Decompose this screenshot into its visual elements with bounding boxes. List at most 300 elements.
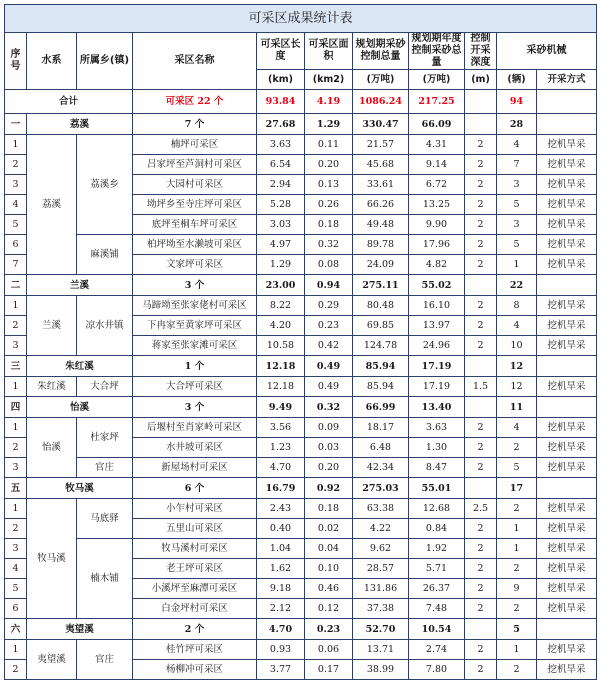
row-water-system: 兰溪 [27, 296, 77, 356]
section-count: 2 个 [133, 619, 257, 640]
total-area: 4.19 [305, 90, 353, 114]
section-machines: 28 [497, 114, 537, 135]
row-area: 0.02 [305, 519, 353, 539]
row-area: 0.29 [305, 296, 353, 316]
row-township: 大合坪 [77, 377, 133, 397]
row-annual: 24.96 [409, 336, 465, 356]
section-area: 0.92 [305, 478, 353, 499]
row-seq: 1 [5, 135, 27, 155]
row-depth: 2 [465, 255, 497, 275]
row-water-system: 牧马溪 [27, 499, 77, 619]
row-method: 挖机旱采 [537, 539, 597, 559]
row-area-name: 楠坪可采区 [133, 135, 257, 155]
section-name: 荔溪 [27, 114, 133, 135]
row-length: 3.77 [257, 660, 305, 680]
section-row [5, 619, 597, 640]
row-area-name: 底坪至桐车坪可采区 [133, 215, 257, 235]
header-area: 可采区面积 [305, 33, 353, 70]
row-seq: 7 [5, 255, 27, 275]
row-water-system: 夷望溪 [27, 640, 77, 680]
header-area-name: 采区名称 [133, 33, 257, 90]
row-area: 0.20 [305, 155, 353, 175]
section-length: 9.49 [257, 397, 305, 418]
section-method [537, 619, 597, 640]
section-machines: 12 [497, 356, 537, 377]
row-machines: 3 [497, 215, 537, 235]
row-length: 0.93 [257, 640, 305, 660]
row-seq: 6 [5, 599, 27, 619]
row-method: 挖机旱采 [537, 499, 597, 519]
row-length: 1.62 [257, 559, 305, 579]
row-area: 0.26 [305, 195, 353, 215]
section-row [5, 397, 597, 418]
row-depth: 1.5 [465, 377, 497, 397]
row-area: 0.08 [305, 255, 353, 275]
row-length: 2.12 [257, 599, 305, 619]
row-machines: 5 [497, 195, 537, 215]
header-seq: 序号 [5, 33, 27, 90]
section-method [537, 397, 597, 418]
row-area-name: 文家坪可采区 [133, 255, 257, 275]
statistics-table [4, 4, 597, 680]
row-planned: 66.26 [353, 195, 409, 215]
row-planned: 45.68 [353, 155, 409, 175]
row-annual: 9.14 [409, 155, 465, 175]
header-water: 水系 [27, 33, 77, 90]
section-number: 六 [5, 619, 27, 640]
section-machines: 17 [497, 478, 537, 499]
row-depth: 2 [465, 458, 497, 478]
row-machines: 5 [497, 458, 537, 478]
section-row [5, 114, 597, 135]
row-planned: 21.57 [353, 135, 409, 155]
row-annual: 2.74 [409, 640, 465, 660]
row-annual: 17.96 [409, 235, 465, 255]
section-depth [465, 114, 497, 135]
row-area-name: 杨柳冲可采区 [133, 660, 257, 680]
row-seq: 4 [5, 195, 27, 215]
row-method: 挖机旱采 [537, 195, 597, 215]
row-annual: 26.37 [409, 579, 465, 599]
row-machines: 1 [497, 519, 537, 539]
row-seq: 1 [5, 418, 27, 438]
row-planned: 13.71 [353, 640, 409, 660]
row-annual: 13.25 [409, 195, 465, 215]
row-planned: 28.57 [353, 559, 409, 579]
row-township: 楠木铺 [77, 539, 133, 619]
section-length: 16.79 [257, 478, 305, 499]
header-machinery: 采砂机械 [497, 33, 597, 70]
table-row [5, 499, 597, 519]
row-method: 挖机旱采 [537, 599, 597, 619]
unit-annual-total: (万吨) [409, 70, 465, 90]
section-annual-total: 55.02 [409, 275, 465, 296]
row-annual: 17.19 [409, 377, 465, 397]
row-seq: 3 [5, 458, 27, 478]
row-area: 0.46 [305, 579, 353, 599]
row-annual: 16.10 [409, 296, 465, 316]
section-method [537, 478, 597, 499]
row-annual: 6.72 [409, 175, 465, 195]
row-method: 挖机旱采 [537, 316, 597, 336]
section-name: 兰溪 [27, 275, 133, 296]
section-planned-total: 66.99 [353, 397, 409, 418]
table-row [5, 135, 597, 155]
row-method: 挖机旱采 [537, 155, 597, 175]
row-annual: 3.63 [409, 418, 465, 438]
row-length: 6.54 [257, 155, 305, 175]
row-annual: 4.31 [409, 135, 465, 155]
row-depth: 2 [465, 155, 497, 175]
section-machines: 22 [497, 275, 537, 296]
row-area: 0.10 [305, 559, 353, 579]
row-depth: 2 [465, 640, 497, 660]
row-depth: 2 [465, 539, 497, 559]
row-planned: 89.78 [353, 235, 409, 255]
row-depth: 2 [465, 519, 497, 539]
row-depth: 2 [465, 336, 497, 356]
row-water-system: 荔溪 [27, 135, 77, 275]
section-machines: 5 [497, 619, 537, 640]
section-planned-total: 275.03 [353, 478, 409, 499]
row-area-name: 牧马溪村可采区 [133, 539, 257, 559]
total-annual: 217.25 [409, 90, 465, 114]
row-seq: 3 [5, 336, 27, 356]
row-area-name: 蒋家至张家滩可采区 [133, 336, 257, 356]
row-area: 0.06 [305, 640, 353, 660]
unit-length: (km) [257, 70, 305, 90]
row-length: 1.23 [257, 438, 305, 458]
section-number: 一 [5, 114, 27, 135]
total-row [5, 90, 597, 114]
table-row [5, 539, 597, 559]
row-length: 4.70 [257, 458, 305, 478]
section-planned-total: 52.70 [353, 619, 409, 640]
section-count: 7 个 [133, 114, 257, 135]
row-seq: 3 [5, 539, 27, 559]
section-number: 三 [5, 356, 27, 377]
row-length: 10.58 [257, 336, 305, 356]
section-area: 1.29 [305, 114, 353, 135]
total-length: 93.84 [257, 90, 305, 114]
row-length: 8.22 [257, 296, 305, 316]
section-area: 0.32 [305, 397, 353, 418]
row-planned: 37.38 [353, 599, 409, 619]
row-annual: 4.82 [409, 255, 465, 275]
row-annual: 7.80 [409, 660, 465, 680]
total-count: 可采区 22 个 [133, 90, 257, 114]
row-township: 官庄 [77, 640, 133, 680]
row-planned: 38.99 [353, 660, 409, 680]
row-method: 挖机旱采 [537, 235, 597, 255]
row-machines: 2 [497, 660, 537, 680]
row-area: 0.32 [305, 235, 353, 255]
row-machines: 4 [497, 135, 537, 155]
row-planned: 6.48 [353, 438, 409, 458]
section-planned-total: 275.11 [353, 275, 409, 296]
header-depth: 控制开采深度 [465, 33, 497, 70]
row-depth: 2 [465, 296, 497, 316]
section-method [537, 356, 597, 377]
row-length: 12.18 [257, 377, 305, 397]
section-depth [465, 397, 497, 418]
row-planned: 9.62 [353, 539, 409, 559]
row-area: 0.03 [305, 438, 353, 458]
row-area-name: 坳坪乡至寺庄坪可采区 [133, 195, 257, 215]
row-annual: 1.30 [409, 438, 465, 458]
row-area-name: 后堰村至肖家岭可采区 [133, 418, 257, 438]
row-area-name: 吕家坪至芦洞村可采区 [133, 155, 257, 175]
row-area: 0.20 [305, 458, 353, 478]
section-area: 0.23 [305, 619, 353, 640]
row-annual: 9.90 [409, 215, 465, 235]
row-method: 挖机旱采 [537, 579, 597, 599]
section-planned-total: 85.94 [353, 356, 409, 377]
row-area: 0.11 [305, 135, 353, 155]
row-method: 挖机旱采 [537, 255, 597, 275]
row-area: 0.49 [305, 377, 353, 397]
unit-planned-total: (万吨) [353, 70, 409, 90]
row-method: 挖机旱采 [537, 660, 597, 680]
row-machines: 2 [497, 599, 537, 619]
row-machines: 2 [497, 559, 537, 579]
row-length: 3.03 [257, 215, 305, 235]
row-seq: 6 [5, 235, 27, 255]
row-seq: 1 [5, 499, 27, 519]
section-number: 四 [5, 397, 27, 418]
row-machines: 12 [497, 377, 537, 397]
row-area-name: 小乍村可采区 [133, 499, 257, 519]
section-machines: 11 [497, 397, 537, 418]
row-method: 挖机旱采 [537, 377, 597, 397]
row-method: 挖机旱采 [537, 559, 597, 579]
header-township: 所属乡(镇) [77, 33, 133, 90]
row-method: 挖机旱采 [537, 458, 597, 478]
row-area-name: 大园村可采区 [133, 175, 257, 195]
row-machines: 9 [497, 579, 537, 599]
section-count: 6 个 [133, 478, 257, 499]
row-area: 0.17 [305, 660, 353, 680]
row-length: 1.29 [257, 255, 305, 275]
row-depth: 2 [465, 559, 497, 579]
section-count: 3 个 [133, 397, 257, 418]
row-area-name: 小溪坪至麻潭可采区 [133, 579, 257, 599]
row-annual: 0.84 [409, 519, 465, 539]
section-length: 12.18 [257, 356, 305, 377]
table-row [5, 377, 597, 397]
row-area-name: 桂竹坪可采区 [133, 640, 257, 660]
row-planned: 4.22 [353, 519, 409, 539]
row-township: 杜家坪 [77, 418, 133, 458]
unit-method: 开采方式 [537, 70, 597, 90]
row-annual: 5.71 [409, 559, 465, 579]
row-depth: 2 [465, 316, 497, 336]
row-method: 挖机旱采 [537, 640, 597, 660]
row-planned: 24.09 [353, 255, 409, 275]
row-seq: 5 [5, 579, 27, 599]
row-water-system: 怡溪 [27, 418, 77, 478]
row-area-name: 大合坪可采区 [133, 377, 257, 397]
row-annual: 8.47 [409, 458, 465, 478]
section-method [537, 275, 597, 296]
row-depth: 2 [465, 418, 497, 438]
row-depth: 2 [465, 195, 497, 215]
row-seq: 2 [5, 519, 27, 539]
row-method: 挖机旱采 [537, 175, 597, 195]
row-seq: 2 [5, 316, 27, 336]
row-planned: 33.61 [353, 175, 409, 195]
table-row [5, 235, 597, 255]
section-area: 0.94 [305, 275, 353, 296]
table-title: 可采区成果统计表 [5, 5, 597, 33]
section-length: 4.70 [257, 619, 305, 640]
row-machines: 7 [497, 155, 537, 175]
row-seq: 1 [5, 296, 27, 316]
section-annual-total: 10.54 [409, 619, 465, 640]
section-depth [465, 275, 497, 296]
row-area: 0.23 [305, 316, 353, 336]
unit-count: (辆) [497, 70, 537, 90]
row-area: 0.18 [305, 499, 353, 519]
total-planned: 1086.24 [353, 90, 409, 114]
row-depth: 2.5 [465, 499, 497, 519]
section-length: 27.68 [257, 114, 305, 135]
row-machines: 5 [497, 235, 537, 255]
row-depth: 2 [465, 660, 497, 680]
row-planned: 85.94 [353, 377, 409, 397]
statistics-table-container [4, 4, 596, 680]
table-row [5, 296, 597, 316]
header-row [5, 33, 597, 70]
unit-area: (km2) [305, 70, 353, 90]
row-planned: 124.78 [353, 336, 409, 356]
row-seq: 2 [5, 155, 27, 175]
row-area: 0.18 [305, 215, 353, 235]
row-area-name: 新屋场村可采区 [133, 458, 257, 478]
row-machines: 1 [497, 539, 537, 559]
table-row [5, 640, 597, 660]
row-annual: 12.68 [409, 499, 465, 519]
section-depth [465, 356, 497, 377]
row-annual: 7.48 [409, 599, 465, 619]
row-length: 1.04 [257, 539, 305, 559]
section-row [5, 275, 597, 296]
row-seq: 5 [5, 215, 27, 235]
row-area: 0.09 [305, 418, 353, 438]
row-annual: 13.97 [409, 316, 465, 336]
row-method: 挖机旱采 [537, 296, 597, 316]
header-length: 可采区长度 [257, 33, 305, 70]
row-seq: 1 [5, 377, 27, 397]
row-length: 9.18 [257, 579, 305, 599]
total-label: 合计 [5, 90, 133, 114]
row-township: 马底驿 [77, 499, 133, 539]
row-seq: 1 [5, 640, 27, 660]
row-planned: 49.48 [353, 215, 409, 235]
section-number: 五 [5, 478, 27, 499]
section-depth [465, 619, 497, 640]
row-length: 4.20 [257, 316, 305, 336]
row-method: 挖机旱采 [537, 215, 597, 235]
section-area: 0.49 [305, 356, 353, 377]
row-area: 0.12 [305, 599, 353, 619]
row-method: 挖机旱采 [537, 135, 597, 155]
section-name: 牧马溪 [27, 478, 133, 499]
row-machines: 4 [497, 418, 537, 438]
section-name: 夷望溪 [27, 619, 133, 640]
total-depth [465, 90, 497, 114]
section-planned-total: 330.47 [353, 114, 409, 135]
table-row [5, 458, 597, 478]
row-depth: 2 [465, 599, 497, 619]
table-row [5, 418, 597, 438]
row-depth: 2 [465, 438, 497, 458]
row-planned: 131.86 [353, 579, 409, 599]
row-depth: 2 [465, 135, 497, 155]
row-depth: 2 [465, 215, 497, 235]
row-machines: 2 [497, 499, 537, 519]
row-seq: 4 [5, 559, 27, 579]
section-name: 怡溪 [27, 397, 133, 418]
section-depth [465, 478, 497, 499]
row-machines: 1 [497, 640, 537, 660]
section-annual-total: 66.09 [409, 114, 465, 135]
row-length: 2.94 [257, 175, 305, 195]
row-seq: 3 [5, 175, 27, 195]
section-count: 3 个 [133, 275, 257, 296]
row-seq: 2 [5, 438, 27, 458]
row-depth: 2 [465, 579, 497, 599]
section-method [537, 114, 597, 135]
section-annual-total: 13.40 [409, 397, 465, 418]
row-method: 挖机旱采 [537, 418, 597, 438]
section-row [5, 478, 597, 499]
row-township: 荔溪乡 [77, 135, 133, 235]
row-length: 2.43 [257, 499, 305, 519]
row-annual: 1.92 [409, 539, 465, 559]
section-count: 1 个 [133, 356, 257, 377]
row-machines: 10 [497, 336, 537, 356]
row-length: 5.28 [257, 195, 305, 215]
row-area-name: 老王坪可采区 [133, 559, 257, 579]
row-planned: 42.34 [353, 458, 409, 478]
row-township: 凉水井镇 [77, 296, 133, 356]
section-annual-total: 55.01 [409, 478, 465, 499]
row-planned: 63.38 [353, 499, 409, 519]
row-method: 挖机旱采 [537, 519, 597, 539]
row-area: 0.42 [305, 336, 353, 356]
row-machines: 3 [497, 175, 537, 195]
row-length: 4.97 [257, 235, 305, 255]
row-area-name: 马蹄坳至张家佬村可采区 [133, 296, 257, 316]
row-planned: 80.48 [353, 296, 409, 316]
section-annual-total: 17.19 [409, 356, 465, 377]
row-planned: 18.17 [353, 418, 409, 438]
row-area-name: 白金坪村可采区 [133, 599, 257, 619]
row-township: 官庄 [77, 458, 133, 478]
section-length: 23.00 [257, 275, 305, 296]
section-number: 二 [5, 275, 27, 296]
row-seq: 2 [5, 660, 27, 680]
row-machines: 1 [497, 255, 537, 275]
row-area-name: 五里山可采区 [133, 519, 257, 539]
row-depth: 2 [465, 175, 497, 195]
unit-depth: (m) [465, 70, 497, 90]
row-depth: 2 [465, 235, 497, 255]
row-area-name: 下冉家至黄家坪可采区 [133, 316, 257, 336]
row-area: 0.04 [305, 539, 353, 559]
row-length: 0.40 [257, 519, 305, 539]
